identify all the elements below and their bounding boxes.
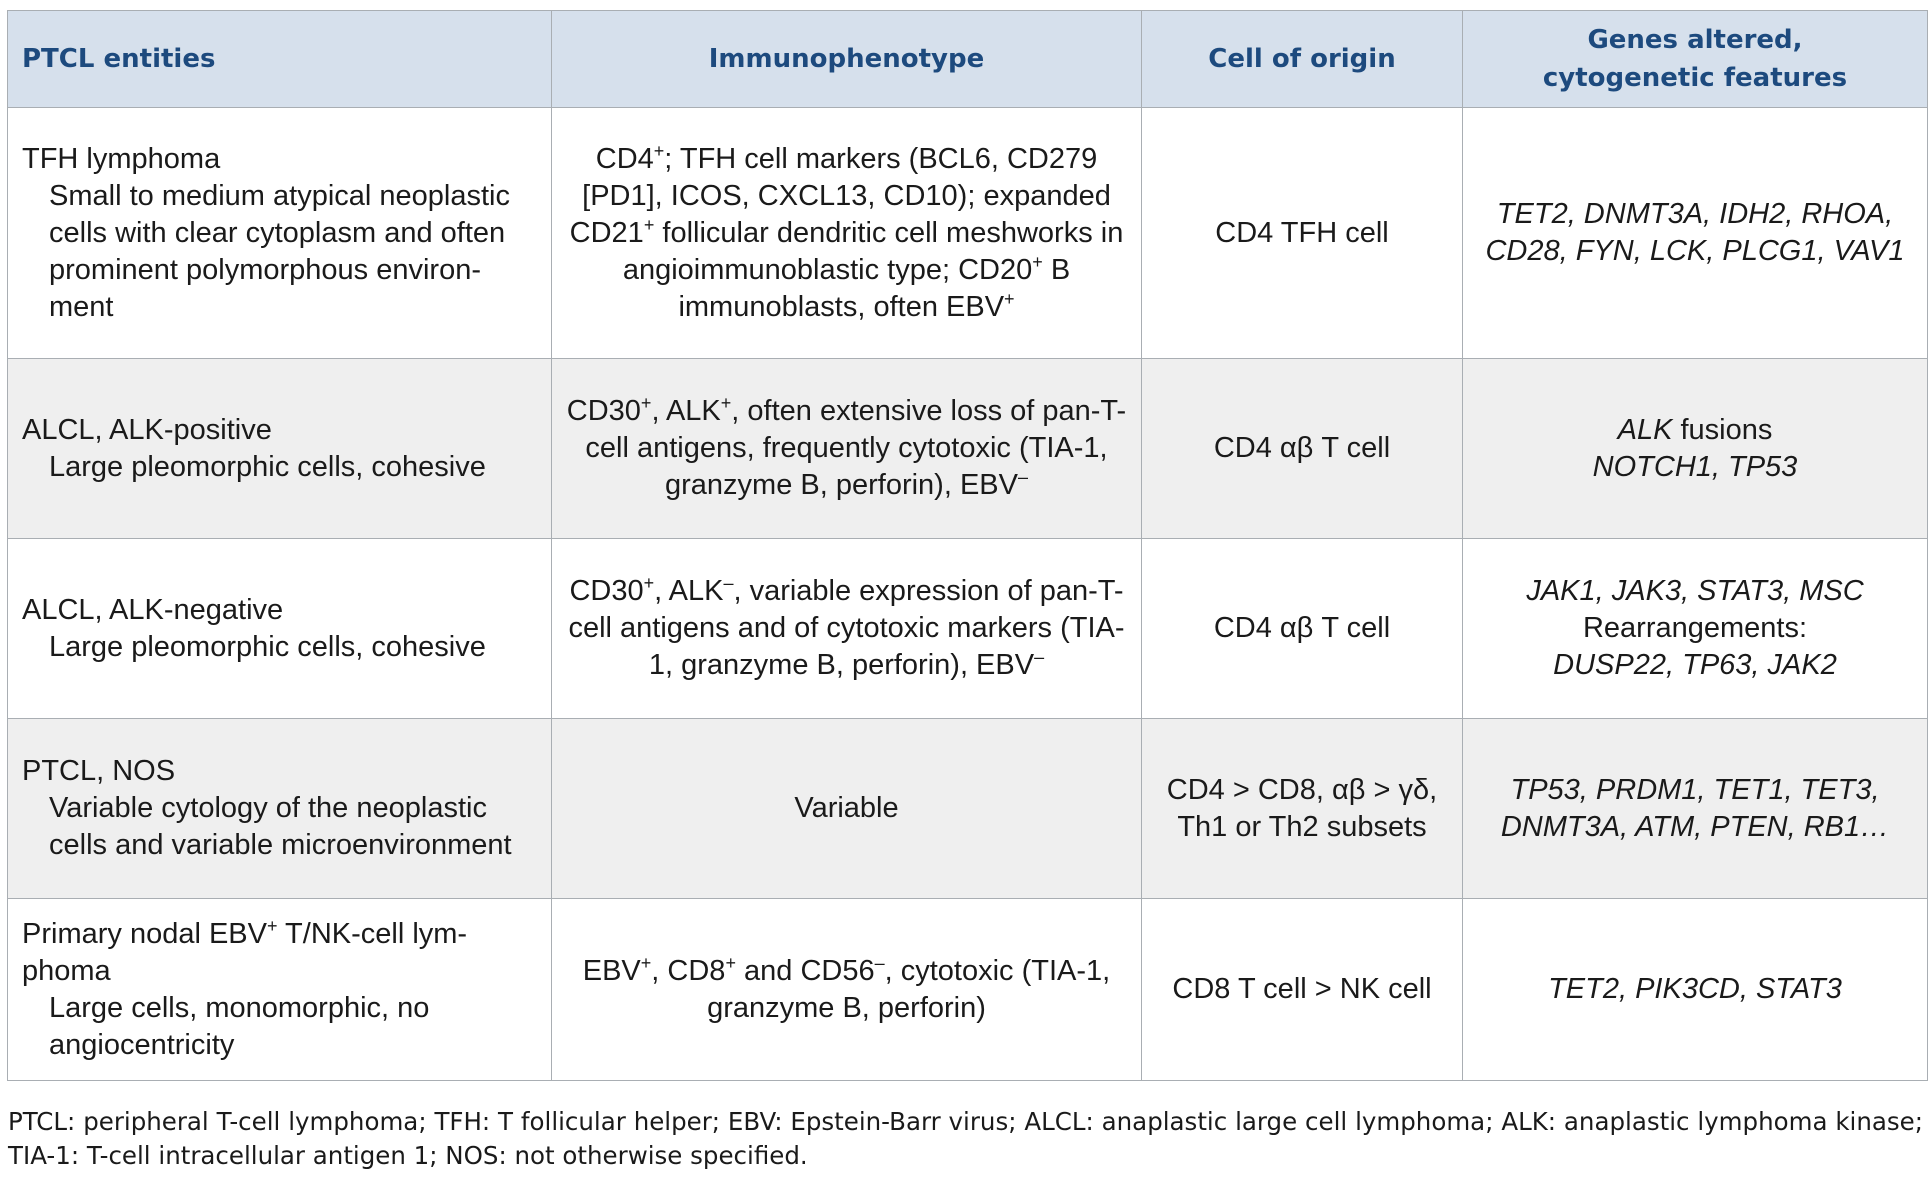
entity-name: PTCL, NOS xyxy=(22,755,176,787)
ptcl-table-container xyxy=(7,10,1927,1081)
cell-entity xyxy=(8,899,552,1081)
entity-description: Large pleomorphic cells, cohesive xyxy=(49,630,486,663)
cell-genes: JAK1, JAK3, STAT3, MSC Rearrangements: DUSP22, TP63, JAK2 xyxy=(1463,539,1928,719)
entity-name: ALCL, ALK-positive xyxy=(22,413,272,446)
cell-genes: TET2, DNMT3A, IDH2, RHOA, CD28, FYN, LCK, PLCG1, VAV1 xyxy=(1463,108,1928,359)
entity-description: Large cells, monomorphic, no angiocentricity xyxy=(49,991,430,1061)
cell-immunophenotype: CD4+; TFH cell markers (BCL6, CD279 [PD1], ICOS, CXCL13, CD10); expanded CD21+ follicular dendritic cell meshworks in angioimmunoblastic type; CD20+ B immunoblasts, often EBV+ xyxy=(552,108,1142,359)
cell-genes: TP53, PRDM1, TET1, TET3, DNMT3A, ATM, PTEN, RB1… xyxy=(1463,719,1928,899)
header-ptcl-entities: PTCL entities xyxy=(8,11,552,108)
header-immunophenotype: Immunophenotype xyxy=(552,11,1142,108)
header-genes-line-2: cytogenetic features xyxy=(1542,63,1848,93)
cell-cell-of-origin: CD4 > CD8, αβ > γδ, Th1 or Th2 subsets xyxy=(1142,719,1463,899)
header-cell-of-origin: Cell of origin xyxy=(1142,11,1463,108)
entity-name: Primary nodal EBV+ T/NK-cell lym-phoma xyxy=(22,915,468,987)
cell-entity xyxy=(8,539,552,719)
table-header-row xyxy=(8,11,1928,108)
table-row xyxy=(8,539,1928,719)
ptcl-entities-table xyxy=(7,10,1928,1081)
cell-immunophenotype: EBV+, CD8+ and CD56–, cytotoxic (TIA-1, granzyme B, perforin) xyxy=(552,899,1142,1081)
cell-genes: ALK fusions NOTCH1, TP53 xyxy=(1463,359,1928,539)
entity-description: Small to medium atypical neoplastic cells with clear cytoplasm and often prominent polymorphous environ-ment xyxy=(49,179,510,323)
cell-cell-of-origin: CD4 αβ T cell xyxy=(1142,539,1463,719)
table-footnote: PTCL: peripheral T-cell lymphoma; TFH: T follicular helper; EBV: Epstein-Barr virus; ALCL: anaplastic large cell lymphoma; ALK: anaplastic lymphoma kinase; TIA-1: T-cell intracellular antigen 1; NOS: not otherwise specified. xyxy=(8,1107,1923,1170)
cell-immunophenotype: Variable xyxy=(552,719,1142,899)
table-row xyxy=(8,108,1928,359)
cell-genes: TET2, PIK3CD, STAT3 xyxy=(1463,899,1928,1081)
cell-cell-of-origin: CD4 TFH cell xyxy=(1142,108,1463,359)
entity-description: Large pleomorphic cells, cohesive xyxy=(49,450,486,483)
cell-cell-of-origin: CD4 αβ T cell xyxy=(1142,359,1463,539)
cell-entity xyxy=(8,108,552,359)
table-row xyxy=(8,359,1928,539)
cell-immunophenotype: CD30+, ALK–, variable expression of pan-T-cell antigens and of cytotoxic markers (TIA-1, granzyme B, perforin), EBV– xyxy=(552,539,1142,719)
entity-name: ALCL, ALK-negative xyxy=(22,593,284,626)
header-genes-line-1: Genes altered, xyxy=(1587,25,1803,55)
cell-cell-of-origin: CD8 T cell > NK cell xyxy=(1142,899,1463,1081)
table-row xyxy=(8,899,1928,1081)
entity-name: TFH lymphoma xyxy=(22,142,221,175)
cell-entity xyxy=(8,359,552,539)
cell-entity xyxy=(8,719,552,899)
entity-description: Variable cytology of the neoplastic cells and variable microenvironment xyxy=(49,792,512,861)
table-row xyxy=(8,719,1928,899)
cell-immunophenotype: CD30+, ALK+, often extensive loss of pan-T-cell antigens, frequently cytotoxic (TIA-1, granzyme B, perforin), EBV– xyxy=(552,359,1142,539)
header-genes-altered xyxy=(1463,11,1928,108)
